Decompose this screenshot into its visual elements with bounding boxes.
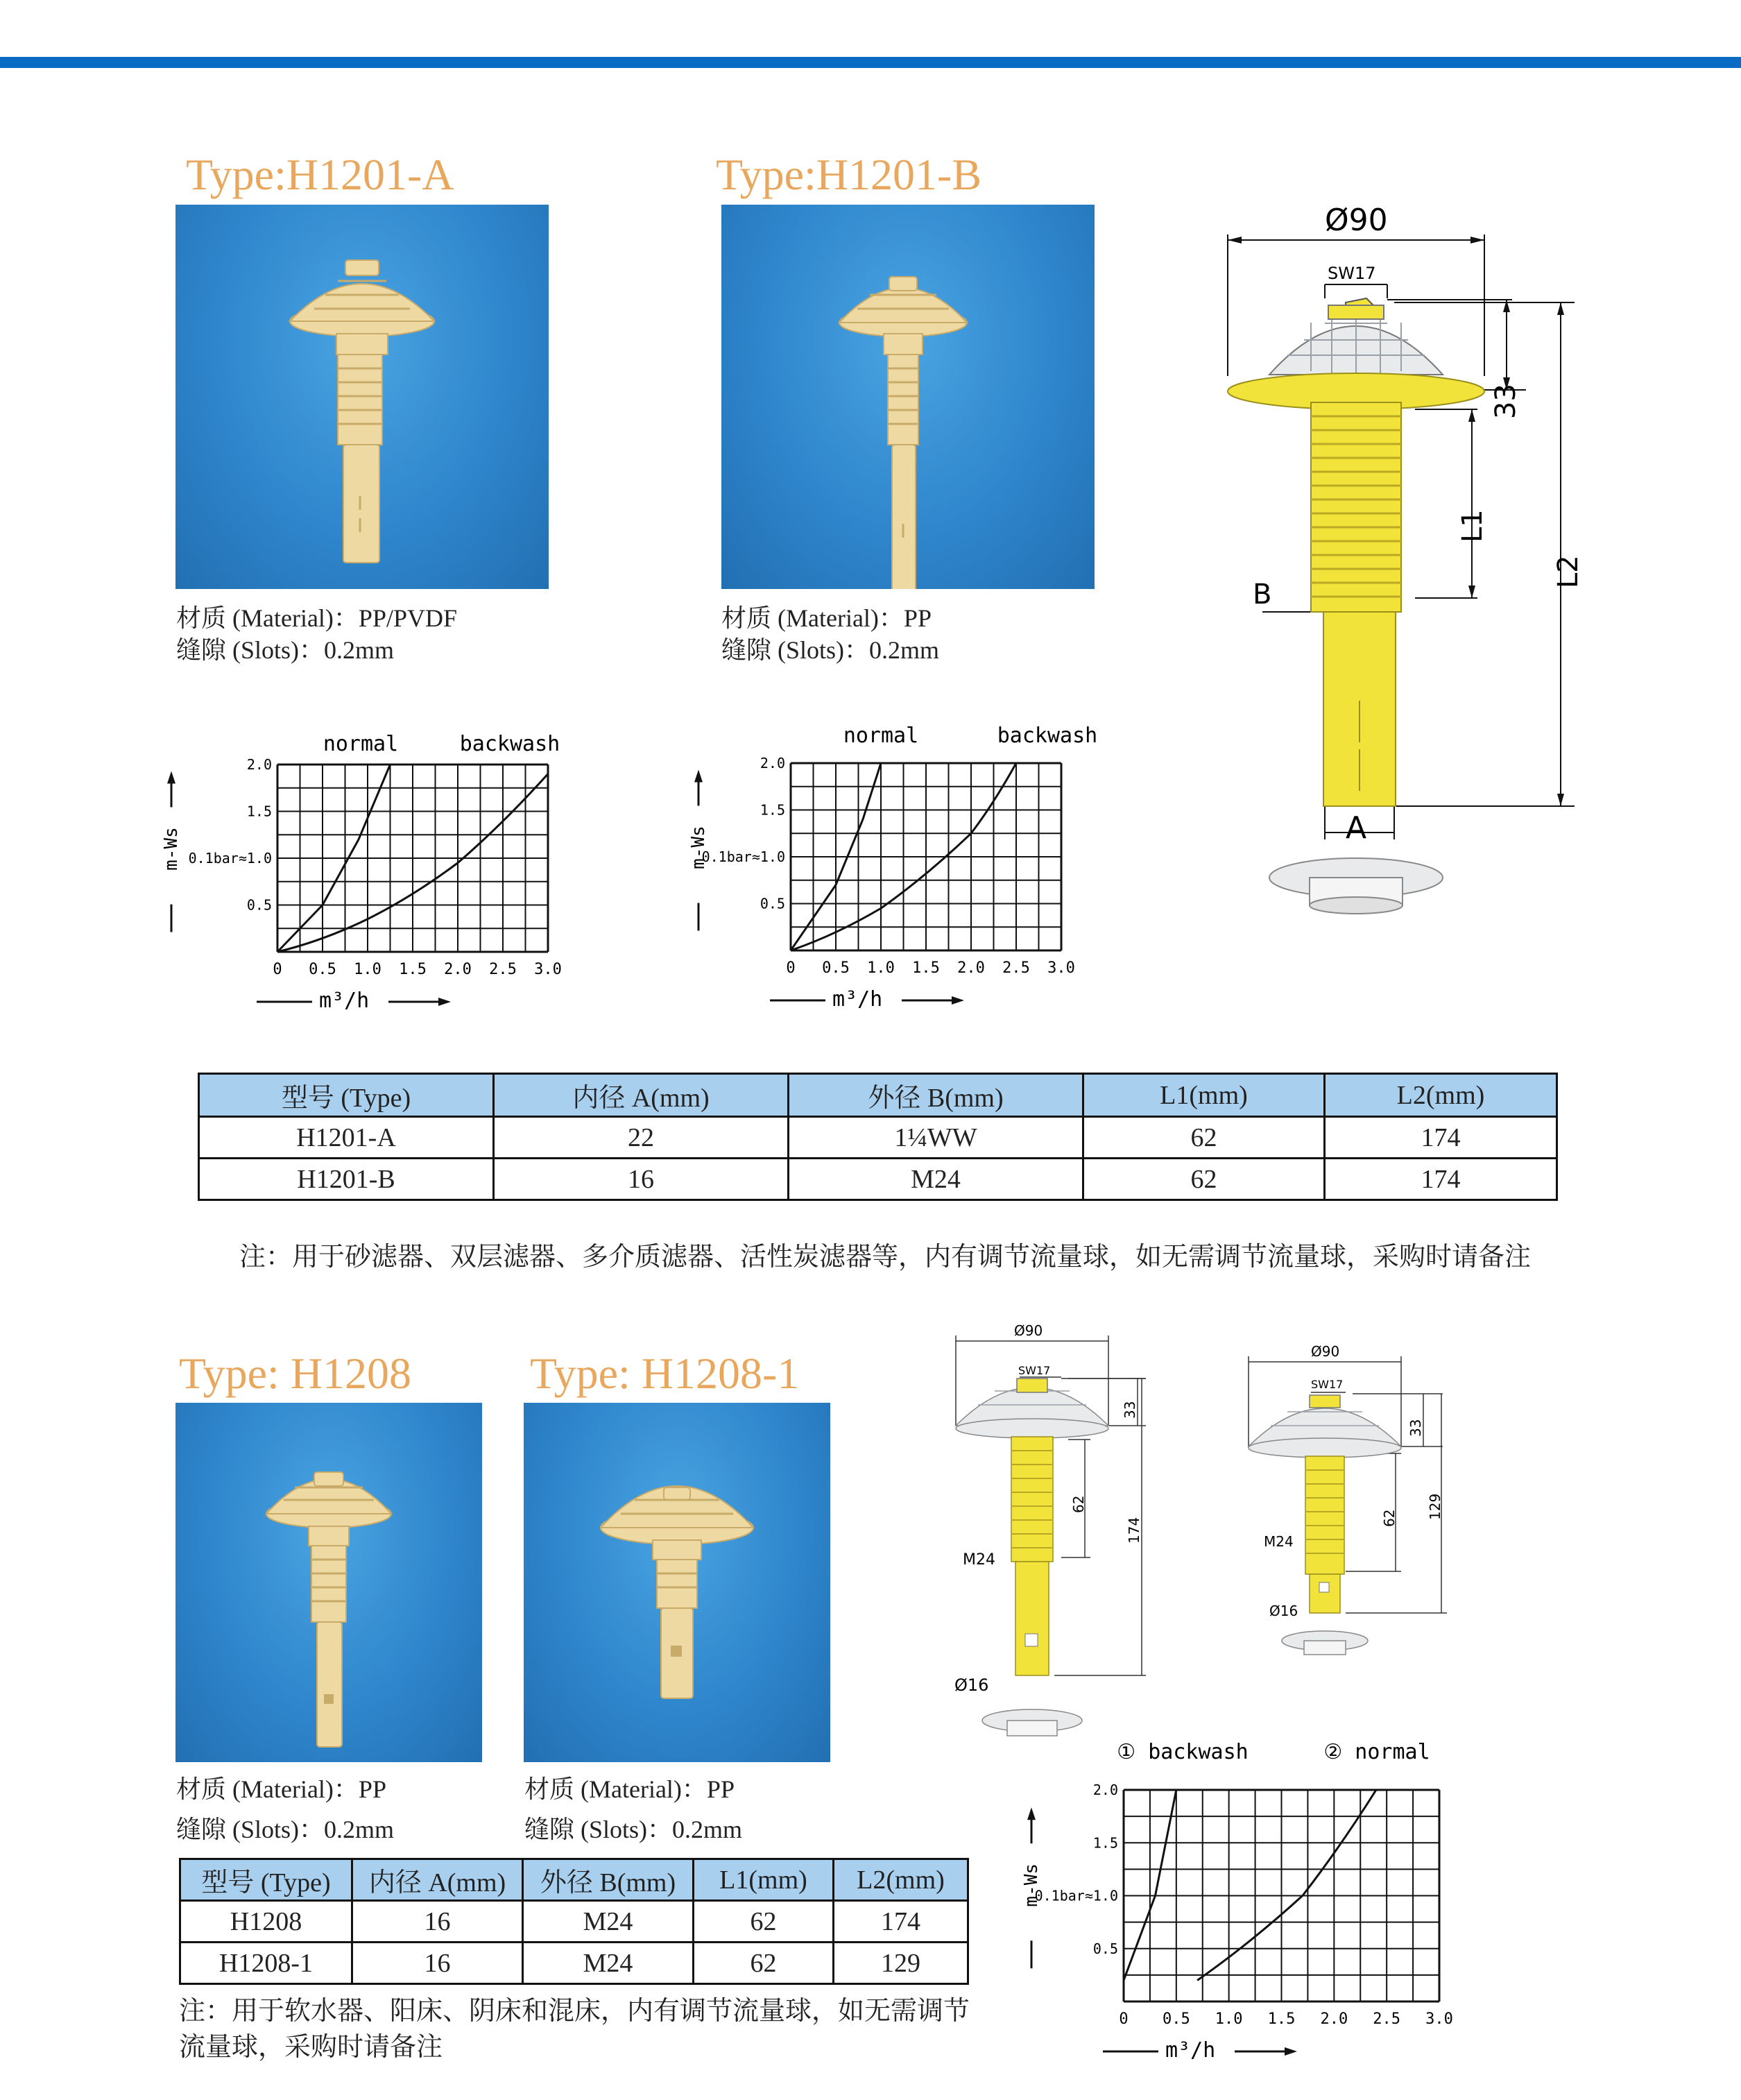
table-cell: 62 bbox=[1083, 1159, 1325, 1200]
table-row bbox=[180, 1901, 968, 1943]
technical-drawing-h1208-1 bbox=[1242, 1342, 1457, 1675]
x-tick-label: 2.0 bbox=[444, 961, 472, 978]
x-tick-label: 2.5 bbox=[489, 961, 517, 978]
table-cell: 129 bbox=[834, 1943, 968, 1984]
table-cell: 174 bbox=[1325, 1159, 1557, 1200]
y-tick-label: 0.5 bbox=[1092, 1940, 1118, 1957]
spec-table-h1201 bbox=[198, 1073, 1558, 1201]
y-axis-label: m-Ws bbox=[161, 827, 182, 871]
y-tick-label: 0.1bar≈1.0 bbox=[701, 848, 785, 865]
y-tick-label: 1.5 bbox=[246, 803, 272, 820]
dim-label-174: 174 bbox=[1126, 1517, 1142, 1544]
dim-label-diameter-90: Ø90 bbox=[1014, 1322, 1043, 1339]
dim-label-l2: L2 bbox=[1552, 555, 1584, 588]
table-cell: 62 bbox=[1083, 1117, 1325, 1159]
dim-label-sw17: SW17 bbox=[1018, 1364, 1051, 1377]
x-axis-arrowhead bbox=[1285, 2047, 1297, 2056]
dim-label-33: 33 bbox=[1407, 1419, 1424, 1437]
material-text-h1201a: 材质 (Material)：PP/PVDF 缝隙 (Slots)：0.2mm bbox=[176, 604, 458, 664]
y-axis-label: m-Ws bbox=[1021, 1863, 1042, 1907]
table-cell: H1201-A bbox=[199, 1117, 494, 1159]
y-axis-arrowhead bbox=[167, 771, 175, 784]
product-photo-h1201a bbox=[175, 205, 549, 589]
series-line-1 bbox=[1197, 1790, 1376, 1981]
dim-label-33: 33 bbox=[1490, 384, 1522, 419]
material-text-h1208-1: 材质 (Material)：PP 缝隙 (Slots)：0.2mm bbox=[524, 1775, 743, 1843]
table-cell: 16 bbox=[352, 1943, 523, 1984]
legend-label: backwash bbox=[997, 724, 1098, 748]
y-axis-arrowhead bbox=[1027, 1807, 1036, 1820]
table-cell: 1¼WW bbox=[789, 1117, 1083, 1159]
dim-label-33: 33 bbox=[1122, 1401, 1138, 1419]
dim-label-diameter-16: Ø16 bbox=[954, 1675, 989, 1695]
x-tick-label: 1.0 bbox=[1215, 2011, 1243, 2028]
product-title-h1201b: Type:H1201-B bbox=[716, 150, 982, 199]
x-tick-label: 3.0 bbox=[1047, 959, 1075, 977]
legend-label: normal bbox=[323, 732, 399, 756]
table-header-cell: L2(mm) bbox=[1325, 1074, 1557, 1117]
dim-label-sw17: SW17 bbox=[1311, 1378, 1344, 1391]
table-cell: 22 bbox=[494, 1117, 789, 1159]
x-tick-label: 1.5 bbox=[912, 959, 940, 977]
y-axis-label: m-Ws bbox=[688, 826, 709, 869]
product-title-h1208: Type: H1208 bbox=[179, 1349, 412, 1398]
y-axis-arrowhead bbox=[694, 770, 703, 783]
y-tick-label: 0.1bar≈1.0 bbox=[188, 850, 272, 867]
table-header-cell: L1(mm) bbox=[1083, 1074, 1325, 1117]
table-header-cell: 外径 B(mm) bbox=[789, 1074, 1083, 1117]
table-cell: 62 bbox=[694, 1901, 834, 1943]
table-header-cell: 内径 A(mm) bbox=[352, 1859, 523, 1901]
top-accent-bar bbox=[0, 57, 1741, 68]
note-h1208: 注：用于软水器、阳床、阴床和混床，内有调节流量球，如无需调节流量球，采购时请备注 bbox=[179, 1995, 970, 2062]
table-header-cell: 型号 (Type) bbox=[199, 1074, 494, 1117]
x-tick-label: 2.5 bbox=[1002, 959, 1030, 977]
table-cell: H1208-1 bbox=[180, 1943, 352, 1984]
table-row bbox=[180, 1943, 968, 1984]
table-header-cell: 型号 (Type) bbox=[180, 1859, 352, 1901]
table-header-cell: 内径 A(mm) bbox=[494, 1074, 789, 1117]
material-text-h1208: 材质 (Material)：PP 缝隙 (Slots)：0.2mm bbox=[176, 1775, 395, 1843]
technical-drawing-main bbox=[1207, 194, 1623, 944]
product-title-h1208-1: Type: H1208-1 bbox=[530, 1349, 800, 1398]
dim-label-62: 62 bbox=[1070, 1495, 1087, 1513]
table-cell: 62 bbox=[694, 1943, 834, 1984]
x-tick-label: 0.5 bbox=[309, 961, 336, 978]
x-axis-label: m³/h bbox=[319, 989, 370, 1013]
x-axis-label: m³/h bbox=[832, 987, 883, 1011]
table-header-cell: L1(mm) bbox=[694, 1859, 834, 1901]
y-tick-label: 2.0 bbox=[760, 755, 785, 771]
y-tick-label: 0.5 bbox=[246, 896, 272, 914]
dim-label-diameter-90: Ø90 bbox=[1311, 1343, 1340, 1360]
dim-label-m24: M24 bbox=[1264, 1533, 1294, 1550]
x-tick-label: 1.0 bbox=[354, 961, 381, 978]
table-cell: H1208 bbox=[180, 1901, 352, 1943]
dim-label-l1: L1 bbox=[1457, 509, 1489, 543]
table-header-cell: L2(mm) bbox=[834, 1859, 968, 1901]
x-tick-label: 0.5 bbox=[822, 959, 850, 977]
table-header-row bbox=[180, 1859, 968, 1901]
table-header-row bbox=[199, 1074, 1557, 1117]
table-cell: H1201-B bbox=[199, 1159, 494, 1200]
legend-label: backwash bbox=[459, 732, 560, 756]
legend-label: ② normal bbox=[1323, 1740, 1430, 1764]
dim-label-129: 129 bbox=[1427, 1493, 1443, 1520]
table-header-cell: 外径 B(mm) bbox=[523, 1859, 694, 1901]
legend-label: ① backwash bbox=[1117, 1740, 1249, 1764]
x-tick-label: 1.5 bbox=[1267, 2011, 1296, 2028]
dim-label-a: A bbox=[1346, 810, 1367, 846]
dim-label-m24: M24 bbox=[963, 1551, 995, 1569]
table-cell: M24 bbox=[523, 1901, 694, 1943]
y-tick-label: 0.1bar≈1.0 bbox=[1034, 1887, 1118, 1904]
table-row bbox=[199, 1117, 1557, 1159]
table-cell: 174 bbox=[1325, 1117, 1557, 1159]
product-photo-h1208 bbox=[175, 1403, 482, 1762]
x-axis-arrowhead bbox=[438, 998, 451, 1006]
x-tick-label: 0 bbox=[1119, 2011, 1129, 2028]
dim-label-diameter-16: Ø16 bbox=[1269, 1603, 1298, 1619]
dim-label-diameter-90: Ø90 bbox=[1325, 203, 1388, 238]
spec-table-h1208 bbox=[179, 1858, 969, 1985]
product-photo-h1201b bbox=[721, 205, 1095, 589]
dim-label-sw17: SW17 bbox=[1328, 264, 1376, 283]
x-tick-label: 0.5 bbox=[1162, 2011, 1190, 2028]
table-cell: M24 bbox=[789, 1159, 1083, 1200]
product-title-h1201a: Type:H1201-A bbox=[186, 150, 454, 199]
table-cell: 16 bbox=[352, 1901, 523, 1943]
table-cell: 16 bbox=[494, 1159, 789, 1200]
material-text-h1201b: 材质 (Material)：PP 缝隙 (Slots)：0.2mm bbox=[721, 604, 940, 664]
y-tick-label: 0.5 bbox=[760, 895, 785, 912]
x-tick-label: 3.0 bbox=[1425, 2011, 1453, 2028]
legend-label: normal bbox=[843, 724, 919, 748]
note-h1201: 注：用于砂滤器、双层滤器、多介质滤器、活性炭滤器等，内有调节流量球，如无需调节流量球，采购时请备注 bbox=[239, 1241, 1532, 1272]
technical-drawing-h1208 bbox=[950, 1322, 1179, 1752]
table-row bbox=[199, 1159, 1557, 1200]
x-tick-label: 0 bbox=[273, 961, 282, 978]
x-tick-label: 3.0 bbox=[534, 961, 562, 978]
x-tick-label: 2.0 bbox=[1320, 2011, 1348, 2028]
product-photo-h1208-1 bbox=[524, 1403, 830, 1762]
x-tick-label: 1.0 bbox=[867, 959, 895, 977]
flow-chart-h1201a bbox=[149, 723, 628, 1028]
y-tick-label: 1.5 bbox=[760, 801, 785, 819]
x-tick-label: 1.5 bbox=[399, 961, 427, 978]
table-cell: 174 bbox=[834, 1901, 968, 1943]
x-axis-arrowhead bbox=[952, 996, 964, 1005]
x-tick-label: 0 bbox=[786, 959, 796, 977]
dim-label-b: B bbox=[1253, 579, 1272, 611]
flow-chart-h1201b bbox=[676, 715, 1155, 1020]
y-tick-label: 2.0 bbox=[246, 756, 272, 773]
dim-label-62: 62 bbox=[1381, 1509, 1398, 1527]
flow-chart-h1208 bbox=[1009, 1738, 1509, 2071]
table-cell: M24 bbox=[523, 1943, 694, 1984]
x-tick-label: 2.0 bbox=[957, 959, 985, 977]
x-axis-label: m³/h bbox=[1165, 2038, 1216, 2063]
y-tick-label: 2.0 bbox=[1092, 1782, 1118, 1798]
y-tick-label: 1.5 bbox=[1092, 1834, 1118, 1852]
x-tick-label: 2.5 bbox=[1373, 2011, 1401, 2028]
